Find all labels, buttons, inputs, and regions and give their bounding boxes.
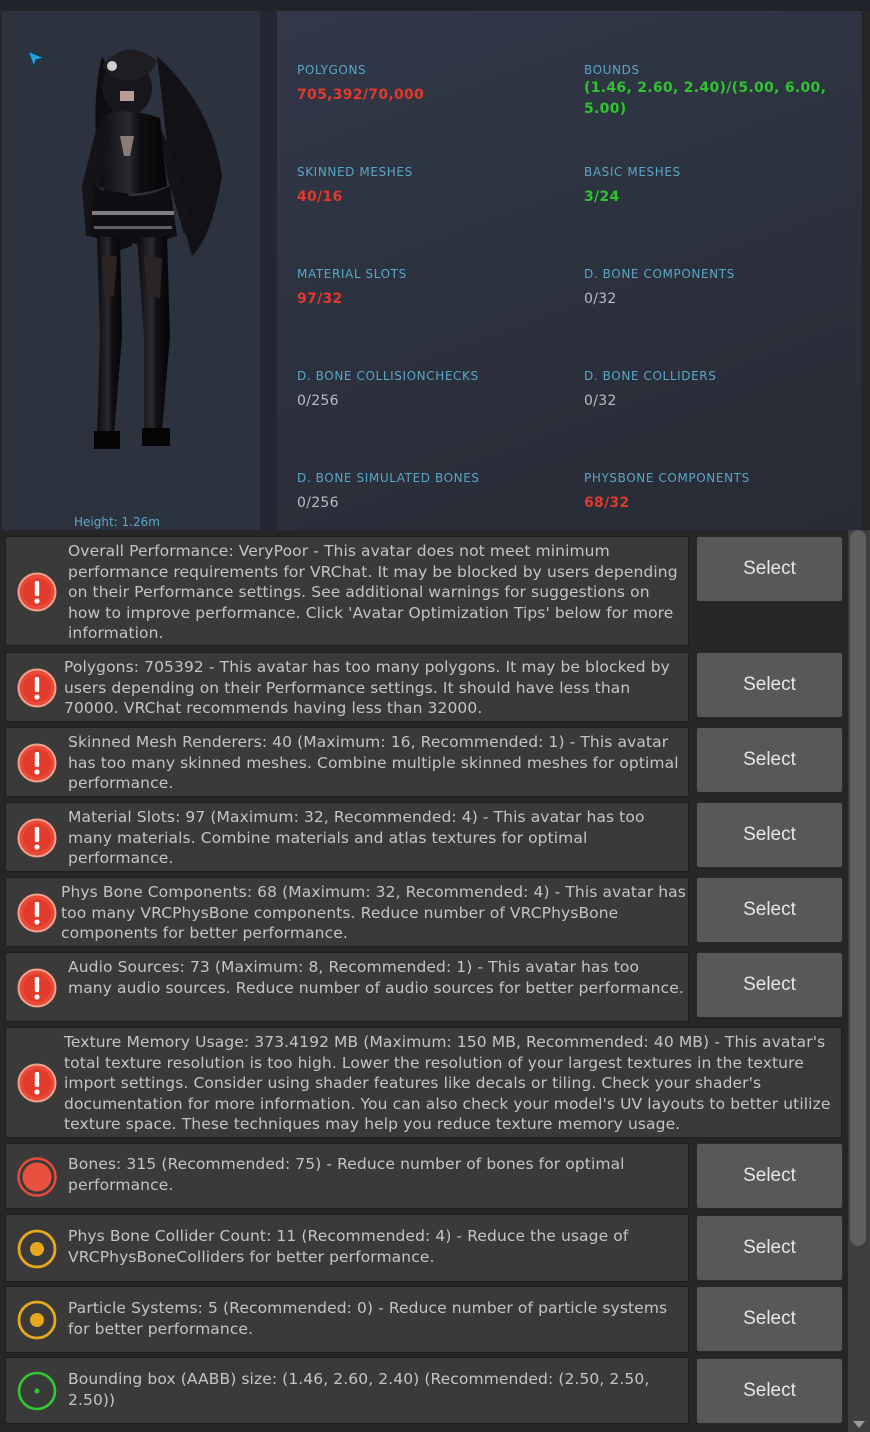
stat-label: D. BONE COLLIDERS — [584, 369, 717, 383]
stat-bounds — [584, 63, 829, 120]
error-exclamation-icon — [17, 572, 57, 612]
scroll-down-arrow-icon[interactable] — [853, 1421, 865, 1428]
select-button[interactable]: Select — [696, 727, 843, 793]
stat-value: 97/32 — [297, 291, 343, 307]
stat-value: 40/16 — [297, 189, 343, 205]
message-text: Audio Sources: 73 (Maximum: 8, Recommended: 1) - This avatar has too many audio sources. Reduce number of audio sources for better performance. — [68, 958, 684, 997]
message-text: Particle Systems: 5 (Recommended: 0) - Reduce number of particle systems for better performance. — [68, 1299, 668, 1338]
select-button[interactable]: Select — [696, 652, 843, 718]
stat-d-bone-colliders — [584, 369, 829, 412]
stat-label: D. BONE COMPONENTS — [584, 267, 735, 281]
stat-label: SKINNED MESHES — [297, 165, 413, 179]
stat-value: 705,392/70,000 — [297, 87, 425, 103]
error-exclamation-icon — [17, 743, 57, 783]
select-button[interactable]: Select — [696, 1143, 843, 1209]
select-button[interactable]: Select — [696, 1286, 843, 1352]
message-text: Phys Bone Collider Count: 11 (Recommended: 4) - Reduce the usage of VRCPhysBoneColliders for better performance. — [68, 1227, 629, 1266]
message-text: Texture Memory Usage: 373.4192 MB (Maximum: 150 MB, Recommended: 40 MB) - This avatar's total texture resolution is too high. Lower the resolution of your largest textures in the texture import settings. Consider using shader features like decals or tiling. Check your shader's documentation for more information. You can also check your model's UV layouts to better utilize texture space. These techniques may help you reduce texture memory usage. — [64, 1033, 831, 1133]
medium-yellow-ring-icon — [17, 1229, 57, 1269]
panel-divider — [260, 11, 277, 530]
stat-label: POLYGONS — [297, 63, 367, 77]
poor-red-dot-icon — [17, 1157, 57, 1197]
stat-value: 0/256 — [297, 495, 339, 511]
stat-value: 0/32 — [584, 393, 617, 409]
message-text: Bounding box (AABB) size: (1.46, 2.60, 2.40) (Recommended: (2.50, 2.50, 2.50)) — [68, 1370, 650, 1409]
performance-message — [5, 1214, 689, 1282]
stat-d-bone-components — [584, 267, 829, 310]
stat-d-bone-collisionchecks — [297, 369, 479, 412]
avatar-preview[interactable] — [2, 11, 260, 530]
error-exclamation-icon — [17, 893, 57, 933]
performance-message — [5, 1357, 689, 1424]
stat-label: MATERIAL SLOTS — [297, 267, 407, 281]
stat-value: 0/256 — [297, 393, 339, 409]
error-exclamation-icon — [17, 668, 57, 708]
performance-message — [5, 1286, 689, 1353]
performance-message — [5, 652, 689, 722]
select-button[interactable]: Select — [696, 1215, 843, 1281]
avatar-model-image — [62, 36, 232, 456]
stat-value: 3/24 — [584, 189, 620, 205]
stat-label: BASIC MESHES — [584, 165, 681, 179]
stat-label: D. BONE COLLISIONCHECKS — [297, 369, 479, 383]
performance-message — [5, 536, 689, 646]
performance-message — [5, 952, 689, 1022]
stat-label: BOUNDS — [584, 63, 640, 77]
select-button[interactable]: Select — [696, 877, 843, 943]
good-green-ring-icon — [17, 1371, 57, 1411]
stat-label: PHYSBONE COMPONENTS — [584, 471, 750, 485]
select-button[interactable]: Select — [696, 1358, 843, 1424]
stat-value: 0/32 — [584, 291, 617, 307]
performance-message — [5, 877, 689, 947]
top-strip — [0, 0, 870, 10]
select-button[interactable]: Select — [696, 952, 843, 1018]
select-button[interactable]: Select — [696, 536, 843, 602]
message-text: Polygons: 705392 - This avatar has too many polygons. It may be blocked by users depending on their Performance settings. It should have less than 70000. VRChat recommends having less than 32000. — [64, 658, 670, 717]
select-button[interactable]: Select — [696, 802, 843, 868]
stat-d-bone-simulated-bones — [297, 471, 480, 514]
avatar-height-label: Height: 1.26m — [74, 515, 160, 529]
performance-message — [5, 1143, 689, 1209]
scrollbar-thumb[interactable] — [850, 530, 866, 1246]
message-text: Overall Performance: VeryPoor - This avatar does not meet minimum performance requirements for VRChat. It may be blocked by users depending on their Performance settings. See additional warnings for suggestions on how to improve performance. Click 'Avatar Optimization Tips' below for more information. — [68, 542, 678, 642]
pointer-cursor-icon — [26, 49, 46, 69]
stat-skinned-meshes — [297, 165, 413, 208]
stat-label: D. BONE SIMULATED BONES — [297, 471, 480, 485]
performance-messages-list — [0, 530, 848, 1432]
stat-basic-meshes — [584, 165, 829, 208]
stat-material-slots — [297, 267, 407, 310]
message-text: Bones: 315 (Recommended: 75) - Reduce number of bones for optimal performance. — [68, 1155, 625, 1194]
medium-yellow-ring-icon — [17, 1300, 57, 1340]
error-exclamation-icon — [17, 968, 57, 1008]
message-text: Phys Bone Components: 68 (Maximum: 32, Recommended: 4) - This avatar has too many VRCPhysBone components. Reduce number of VRCPhysBone components for better performance. — [61, 883, 686, 942]
performance-message — [5, 727, 689, 797]
stat-polygons — [297, 63, 424, 106]
messages-scrollbar[interactable] — [848, 530, 870, 1432]
performance-message — [5, 802, 689, 872]
stat-value: 68/32 — [584, 495, 630, 511]
performance-stats-panel — [277, 11, 862, 530]
message-text: Material Slots: 97 (Maximum: 32, Recommended: 4) - This avatar has too many materials. Combine materials and atlas textures for optimal performance. — [68, 808, 645, 867]
error-exclamation-icon — [17, 818, 57, 858]
stat-physbone-components — [584, 471, 829, 514]
message-text: Skinned Mesh Renderers: 40 (Maximum: 16, Recommended: 1) - This avatar has too many skinned meshes. Combine multiple skinned meshes for optimal performance. — [68, 733, 679, 792]
error-exclamation-icon — [17, 1063, 57, 1103]
performance-message — [5, 1027, 842, 1138]
stat-value: (1.46, 2.60, 2.40)/(5.00, 6.00, 5.00) — [584, 80, 827, 117]
